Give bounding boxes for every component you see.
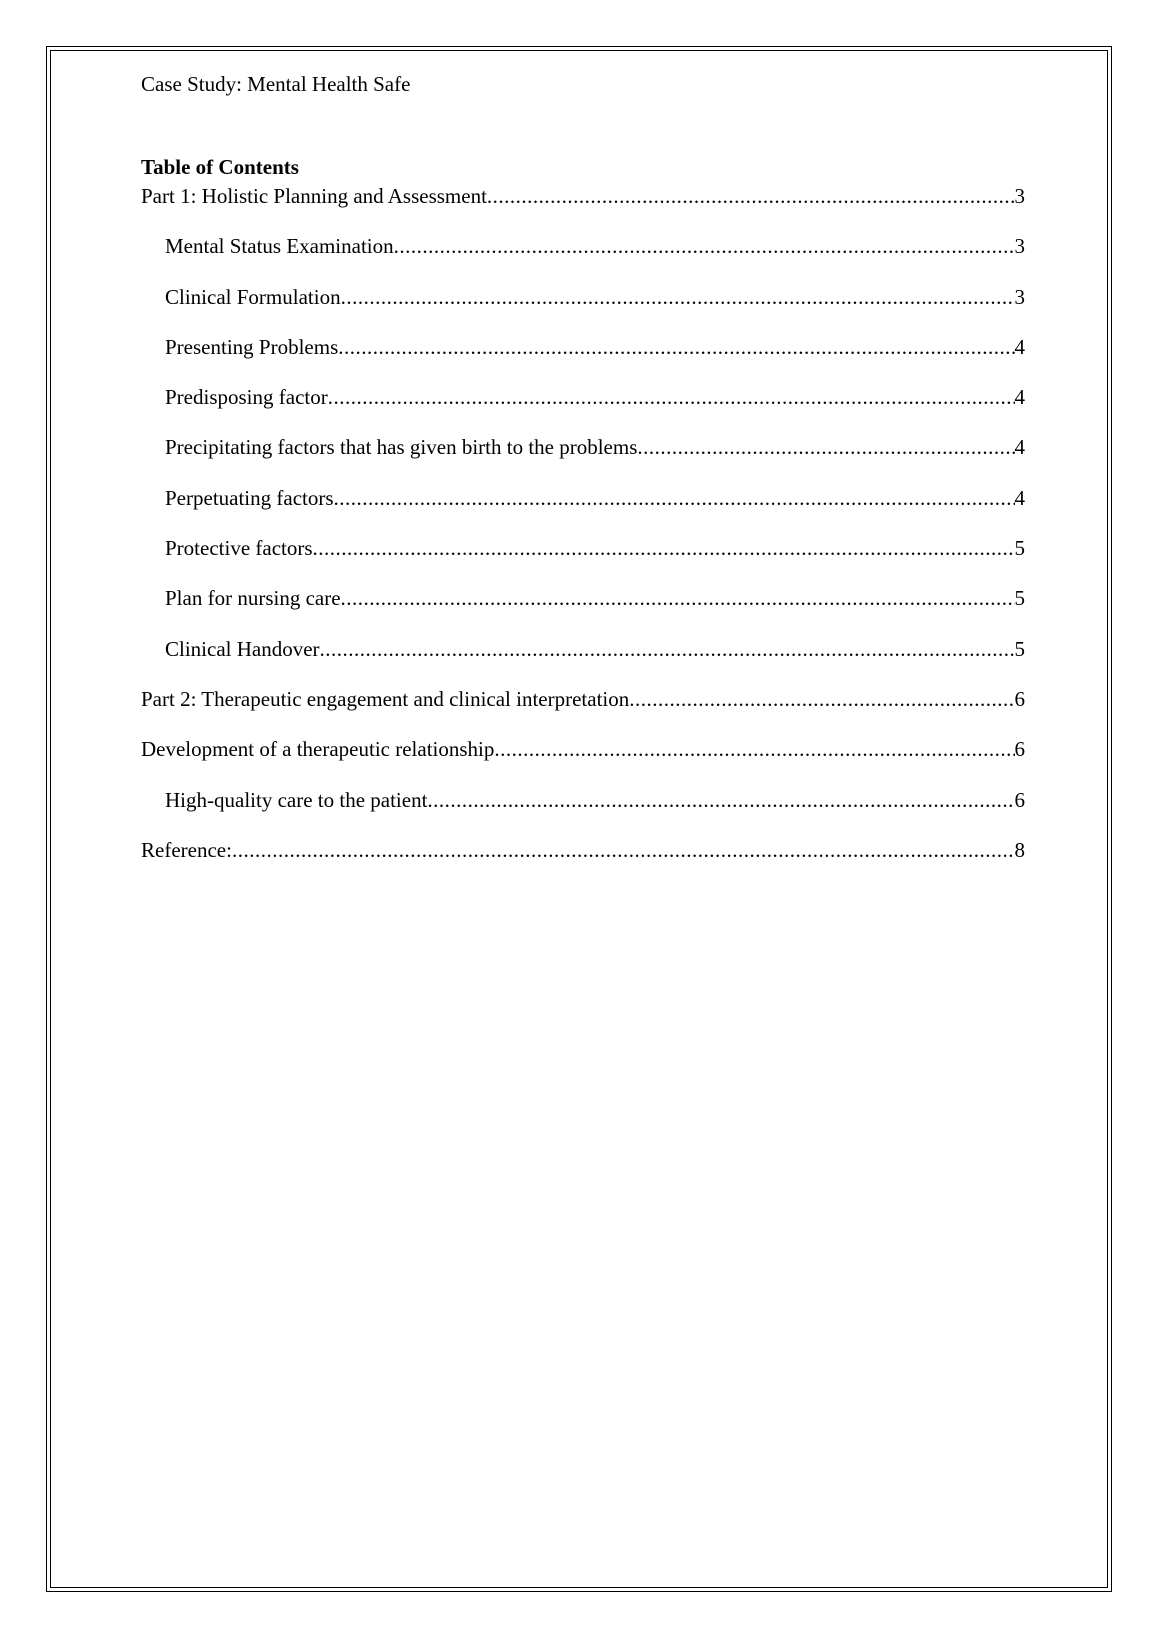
toc-dot-leader	[487, 182, 1015, 210]
toc-entry-label: Clinical Handover	[165, 636, 320, 661]
toc-entry-label: Protective factors	[165, 536, 313, 561]
toc-dot-leader	[637, 433, 1014, 461]
toc-entry-part-1[interactable]	[141, 182, 1025, 232]
toc-entry-label: Clinical Formulation	[165, 284, 341, 309]
toc-entry-precipitating-factors[interactable]	[141, 433, 1025, 483]
toc-entry-page: 3	[1014, 184, 1025, 208]
toc-entry-page: 5	[1014, 586, 1025, 611]
toc-entry-page: 5	[1014, 536, 1025, 561]
toc-dot-leader	[313, 534, 1015, 562]
toc-entry-clinical-formulation[interactable]	[141, 283, 1025, 333]
toc-dot-leader	[328, 383, 1015, 411]
toc-entry-page: 4	[1014, 485, 1025, 510]
toc-entry-page: 5	[1014, 636, 1025, 661]
toc-entry-label: Presenting Problems	[165, 334, 339, 359]
table-of-contents	[141, 182, 1025, 886]
toc-dot-leader	[427, 786, 1014, 814]
toc-entry-high-quality-care[interactable]	[141, 786, 1025, 836]
toc-dot-leader	[394, 232, 1015, 260]
toc-entry-clinical-handover[interactable]	[141, 635, 1025, 685]
toc-dot-leader	[341, 283, 1015, 311]
toc-entry-label: High-quality care to the patient	[165, 787, 428, 812]
toc-entry-page: 4	[1014, 385, 1025, 410]
toc-entry-label: Development of a therapeutic relationship	[141, 737, 495, 762]
toc-entry-page: 6	[1014, 686, 1025, 711]
page-header: Case Study: Mental Health Safe	[141, 72, 411, 96]
toc-entry-therapeutic-relationship[interactable]	[141, 735, 1025, 785]
toc-dot-leader	[341, 584, 1015, 612]
toc-entry-reference[interactable]	[141, 836, 1025, 886]
toc-entry-page: 6	[1014, 737, 1025, 762]
toc-entry-label: Mental Status Examination	[165, 234, 394, 259]
toc-entry-label: Plan for nursing care	[165, 586, 341, 611]
toc-entry-page: 3	[1014, 284, 1025, 309]
toc-entry-predisposing-factor[interactable]	[141, 383, 1025, 433]
toc-entry-page: 4	[1014, 435, 1025, 460]
toc-dot-leader	[629, 685, 1014, 713]
toc-entry-part-2[interactable]	[141, 685, 1025, 735]
toc-dot-leader	[320, 635, 1015, 663]
toc-entry-perpetuating-factors[interactable]	[141, 484, 1025, 534]
toc-entry-page: 4	[1014, 334, 1025, 359]
toc-dot-leader	[232, 836, 1015, 864]
toc-entry-page: 6	[1014, 787, 1025, 812]
toc-entry-protective-factors[interactable]	[141, 534, 1025, 584]
toc-dot-leader	[494, 735, 1014, 763]
toc-entry-mental-status-examination[interactable]	[141, 232, 1025, 282]
toc-entry-presenting-problems[interactable]	[141, 333, 1025, 383]
toc-entry-label: Part 1: Holistic Planning and Assessment	[141, 184, 487, 208]
toc-entry-label: Reference:	[141, 837, 232, 862]
toc-dot-leader	[334, 484, 1015, 512]
toc-entry-label: Part 2: Therapeutic engagement and clinical interpretation	[141, 686, 630, 711]
toc-title: Table of Contents	[141, 155, 299, 179]
toc-entry-label: Predisposing factor	[165, 385, 328, 410]
toc-dot-leader	[338, 333, 1014, 361]
toc-entry-plan-for-nursing-care[interactable]	[141, 584, 1025, 634]
toc-entry-page: 3	[1014, 234, 1025, 259]
toc-entry-page: 8	[1014, 837, 1025, 862]
toc-entry-label: Precipitating factors that has given birth to the problems	[165, 435, 638, 460]
toc-entry-label: Perpetuating factors	[165, 485, 334, 510]
